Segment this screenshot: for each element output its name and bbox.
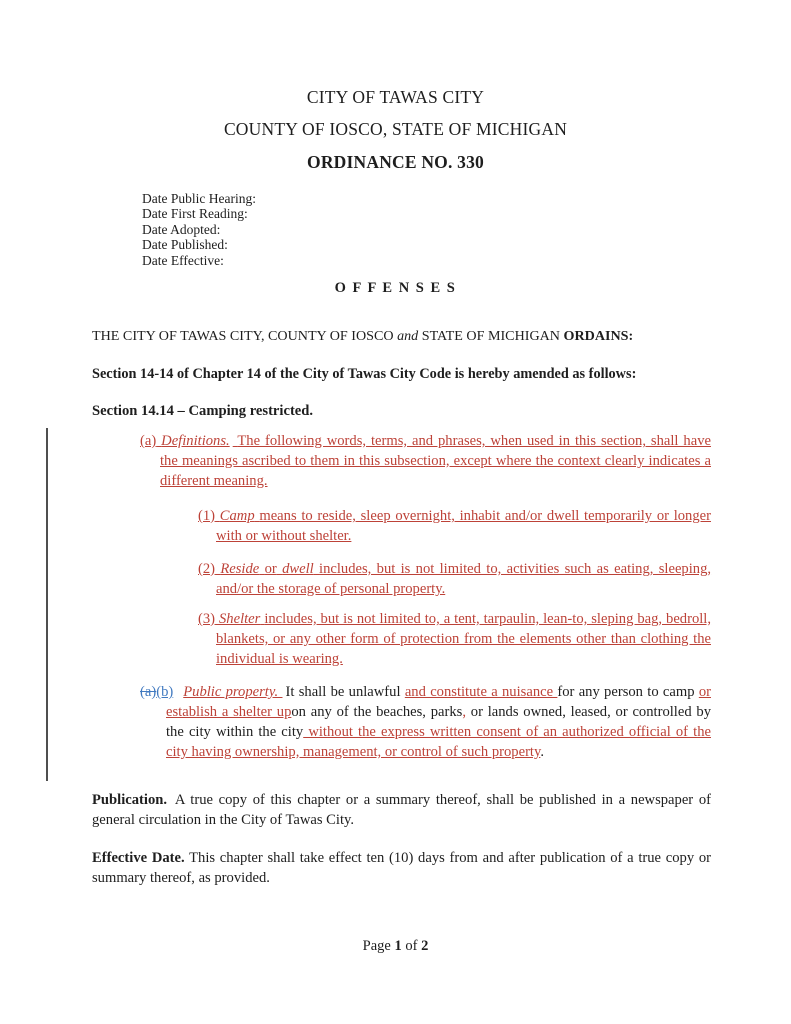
ordains-clause [92, 327, 711, 347]
document-header [0, 88, 791, 185]
date-effective-label: Date Effective: [142, 252, 224, 268]
item-1-text: means to reside, sleep overnight, inhabit and/or dwell temporarily or longer with or without shelter. [216, 508, 711, 544]
page-footer [0, 938, 791, 955]
footer-prefix: Page [362, 938, 395, 954]
title-county-state: COUNTY OF IOSCO, STATE OF MICHIGAN [223, 119, 568, 140]
text-run-unlawful: It shall be unlawful [285, 684, 405, 700]
item-2-text: includes, but is not limited to, activities such as eating, sleeping, and/or the storage of personal property. [216, 561, 712, 597]
subsection-a-label: (a) [140, 433, 157, 449]
inserted-consent-text: without the express written consent of an authorized official of the city having ownership, management, or control of such property [166, 723, 711, 760]
public-property-paragraph [92, 683, 711, 763]
item-1-label: (1) [198, 508, 216, 524]
text-run-person: for any person to camp [557, 684, 699, 700]
effective-date-text: This chapter shall take effect ten (10) days from and after publication of a true copy or summary thereof, as provided. [92, 850, 711, 886]
date-fields-block [142, 191, 256, 268]
effective-date-label: Effective Date. [92, 850, 185, 866]
footer-total-pages: 2 [421, 938, 429, 954]
ordains-text-2: STATE OF MICHIGAN [418, 328, 564, 344]
publication-label: Publication. [92, 792, 168, 808]
dwell-term: dwell [282, 561, 314, 577]
inserted-comma: , [462, 703, 467, 720]
revision-change-bar [46, 428, 48, 781]
amendment-clause: Section 14-14 of Chapter 14 of the City of Tawas City Code is hereby amended as follows: [92, 366, 637, 382]
date-adopted-label: Date Adopted: [142, 221, 221, 237]
item-2-label: (2) [198, 561, 216, 577]
text-run-lands: or lands owned, leased, or controlled by the city within the city [166, 703, 711, 740]
ordains-and-italic: and [397, 328, 419, 344]
title-ordinance-number: ORDINANCE NO. 330 [307, 151, 484, 172]
definitions-paragraph [92, 432, 711, 492]
item-2-mid-text: or [264, 561, 277, 577]
date-published-label: Date Published: [142, 237, 228, 253]
shelter-term: Shelter [219, 611, 261, 627]
offenses-heading: O F F E N S E S [334, 280, 457, 296]
publication-paragraph [92, 791, 711, 831]
camp-term: Camp [219, 508, 255, 524]
definitions-term: Definitions. [161, 433, 230, 449]
definitions-text: The following words, terms, and phrases, when used in this section, shall have the meanings ascribed to them in this subsection, except where the context clearly indicates a different meaning. [160, 433, 711, 489]
footer-separator: of [401, 938, 422, 954]
inserted-nuisance-text: and constitute a nuisance [404, 684, 558, 700]
text-run-beaches: on any of the beaches, parks [291, 703, 463, 720]
date-public-hearing-label: Date Public Hearing: [142, 191, 256, 206]
effective-date-paragraph [92, 849, 711, 889]
item-3-text: includes, but is not limited to, a tent, tarpaulin, lean-to, sleping bag, bedroll, blankets, or any other form of protection from the elements other than clothing the individual is wearing. [216, 611, 712, 667]
publication-text: A true copy of this chapter or a summary thereof, shall be published in a newspaper of general circulation in the City of Tawas City. [92, 792, 711, 828]
deleted-subsection-label: (a) [140, 684, 157, 700]
section-heading: Section 14.14 – Camping restricted. [92, 403, 314, 419]
reside-term: Reside [220, 561, 260, 577]
footer-page-number: 1 [394, 938, 402, 954]
public-property-term: Public property. [183, 684, 283, 700]
date-first-reading-label: Date First Reading: [142, 206, 248, 222]
text-run-period: . [540, 743, 544, 760]
definition-item-reside [92, 560, 711, 600]
title-city: CITY OF TAWAS CITY [306, 87, 485, 107]
ordains-keyword: ORDAINS: [563, 328, 634, 344]
definition-item-shelter [92, 610, 711, 670]
inserted-subsection-label: (b) [156, 684, 174, 700]
inserted-shelter-text: or establish a shelter up [166, 684, 711, 720]
definition-item-camp [92, 507, 711, 547]
item-3-label: (3) [198, 611, 216, 627]
ordains-text-1: THE CITY OF TAWAS CITY, COUNTY OF IOSCO [92, 328, 398, 344]
